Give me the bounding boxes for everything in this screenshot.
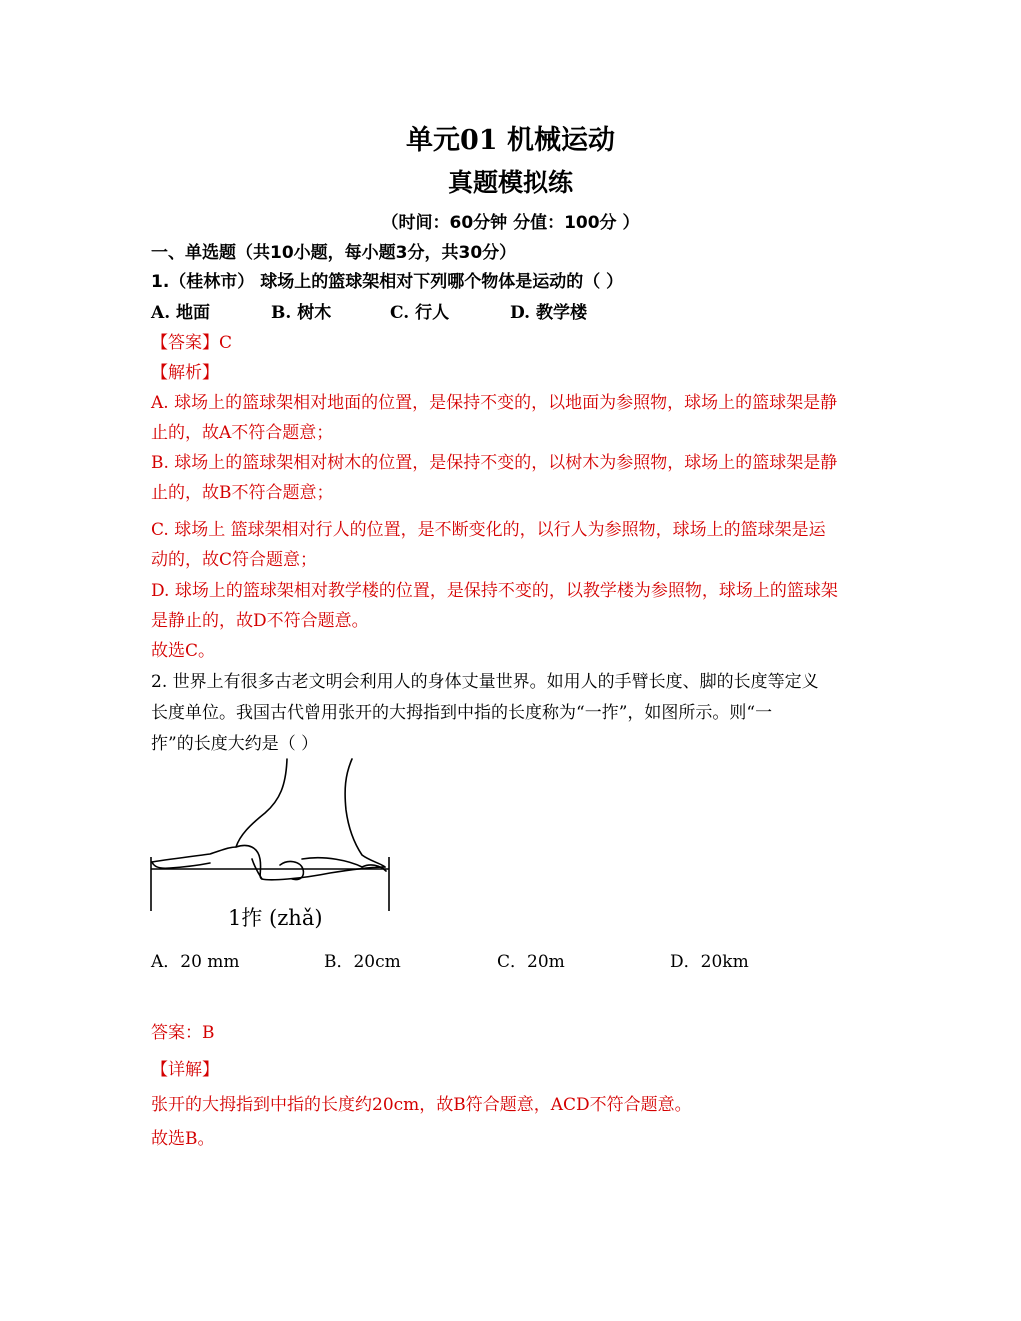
q1-answer: 【答案】C xyxy=(151,333,233,353)
q1-analysis-line: C. 球场上 篮球架相对行人的位置，是不断变化的，以行人为参照物，球场上的篮球架是运 xyxy=(151,520,826,540)
q1-option-c: C. 行人 xyxy=(390,303,450,323)
q2-option-a: A．20 mm xyxy=(151,952,240,972)
q1-analysis-line: 止的，故A不符合题意； xyxy=(151,423,334,443)
page-title: 单元01 机械运动 xyxy=(406,125,615,156)
q2-conclusion: 故选B。 xyxy=(151,1129,215,1149)
q2-stem-line: 2. 世界上有很多古老文明会利用人的身体丈量世界。如用人的手臂长度、脚的长度等定义 xyxy=(151,672,819,692)
q1-analysis-line: 动的，故C符合题意； xyxy=(151,550,318,570)
q2-option-c: C．20m xyxy=(497,952,565,972)
q2-stem-line: 长度单位。我国古代曾用张开的大拇指到中指的长度称为“一拃”，如图所示。则“一 xyxy=(151,703,773,723)
question-1-stem: 1.（桂林市） 球场上的篮球架相对下列哪个物体是运动的（ ） xyxy=(151,272,624,292)
q2-answer: 答案：B xyxy=(151,1023,215,1043)
q1-analysis-line: 止的，故B不符合题意； xyxy=(151,483,334,503)
q2-option-d: D．20km xyxy=(670,952,749,972)
q2-detail-label: 【详解】 xyxy=(151,1060,219,1080)
figure-label: 1拃 (zhǎ) xyxy=(228,906,323,930)
q1-analysis-line: A. 球场上的篮球架相对地面的位置，是保持不变的，以地面为参照物，球场上的篮球架是静 xyxy=(151,393,838,413)
q1-option-d: D. 教学楼 xyxy=(510,303,587,323)
q2-stem-line: 拃”的长度大约是（ ） xyxy=(151,734,319,754)
page-subtitle: 真题模拟练 xyxy=(447,168,573,197)
q1-option-a: A. 地面 xyxy=(151,303,211,323)
q1-analysis-label: 【解析】 xyxy=(151,363,219,383)
q1-analysis-line: B. 球场上的篮球架相对树木的位置，是保持不变的，以树木为参照物，球场上的篮球架是静 xyxy=(151,453,838,473)
q1-analysis-line: D. 球场上的篮球架相对教学楼的位置，是保持不变的，以教学楼为参照物，球场上的篮球架 xyxy=(151,581,838,601)
exam-meta: （时间：60分钟 分值：100分 ） xyxy=(381,213,640,233)
q1-option-b: B. 树木 xyxy=(271,303,332,323)
q1-conclusion: 故选C。 xyxy=(151,641,216,661)
hand-span-figure xyxy=(140,755,400,935)
q1-analysis-line: 是静止的，故D不符合题意。 xyxy=(151,611,369,631)
q2-option-b: B．20cm xyxy=(324,952,401,972)
section-heading: 一、单选题（共10小题，每小题3分，共30分） xyxy=(151,243,517,263)
q2-detail: 张开的大拇指到中指的长度约20cm，故B符合题意，ACD不符合题意。 xyxy=(151,1095,692,1115)
